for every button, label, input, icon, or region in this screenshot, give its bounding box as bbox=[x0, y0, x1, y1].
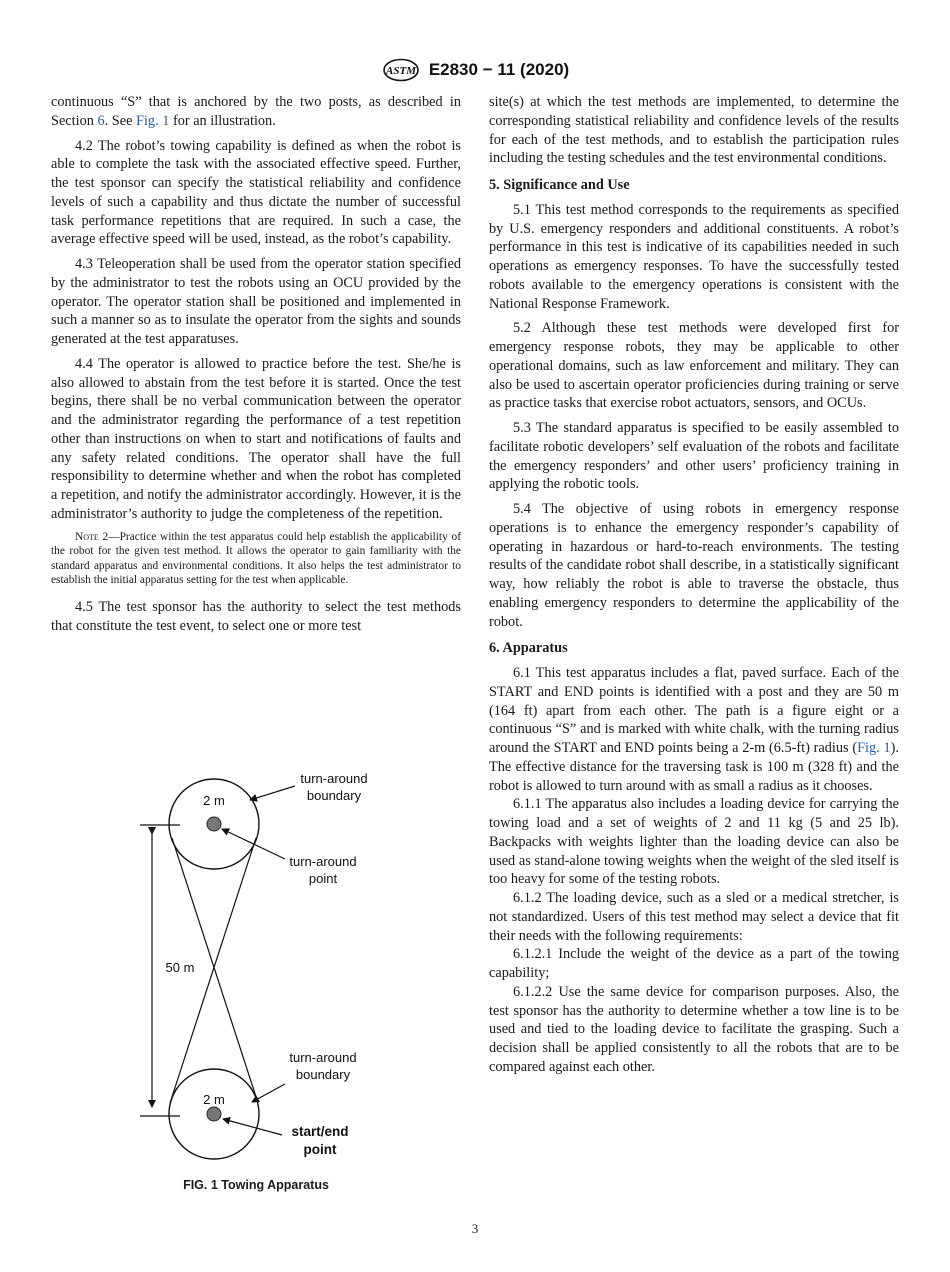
paragraph-5-3: 5.3 The standard apparatus is specified to be easily assembled to facilitate robotic developers’ self evaluation of the robots and facilitate the emergency responders’ and other users’ proficiency training in applying the robotic tools. bbox=[489, 420, 899, 493]
right-column bbox=[489, 93, 899, 1077]
page-number: 3 bbox=[471, 1221, 479, 1236]
label-top-point-2: point bbox=[308, 871, 338, 886]
paragraph-5-4: 5.4 The objective of using robots in emergency response operations is to enhance the emergency responder’s capability of operating in hazardous or hard-to-reach environments. The testing results of the candidate robot shall describe, in a statistically significant way, how reliably the robot is able to traverse the obstacle, thus enabling emergency responders to determine the applicability of the robot. bbox=[489, 501, 899, 630]
section-5-heading: 5. Significance and Use bbox=[489, 177, 630, 193]
label-top-radius: 2 m bbox=[203, 793, 225, 808]
left-column bbox=[51, 93, 461, 641]
paragraph-4-2: 4.2 The robot’s towing capability is defined as when the robot is able to complete the task with the associated effective speed. Further, the test sponsor can specify the statistical reliability and confidence levels of such a capability and thus dictate the number of successful task performance repetitions that are required. In such a case, the average effective speed will be used, instead, as the robot’s capability. bbox=[51, 137, 461, 248]
paragraph-6-1-1: 6.1.1 The apparatus also includes a loading device for carrying the towing load and a set of weights of 2 and 11 kg (5 and 25 lb). Backpacks with weights lighter than the loading device can also be used as stand-alone towing weights when the weight of the sled itself is too heavy for some of the testing robots. bbox=[489, 796, 899, 888]
figure-1 bbox=[120, 762, 440, 1202]
section-6-link[interactable]: 6 bbox=[97, 112, 105, 129]
note-text: —Practice within the test apparatus could help establish the applicability of the robot for the given test method. It allows the operator to gain familiarity with the standard apparatus and environmental conditions. It also helps the test administrator to establish the initial apparatus setting for the test when applicable. bbox=[51, 530, 461, 587]
paragraph-4-4: 4.4 The operator is allowed to practice before the test. She/he is also allowed to abstain from the test before it is started. Once the test begins, there shall be no verbal communication between the operator and the administrator regarding the performance of a test repetition other than instructions on when to start and notifications of faults and any safety related conditions. The operator shall have the full responsibility to determine whether and when the robot has completed a repetition, and notify the administrator accordingly. However, it is the administrator’s authority to judge the completeness of the repetition. bbox=[51, 355, 461, 522]
label-bottom-radius: 2 m bbox=[203, 1092, 225, 1107]
section-6-heading: 6. Apparatus bbox=[489, 640, 568, 657]
label-bottom-boundary-2: boundary bbox=[295, 1067, 351, 1082]
paragraph-4-5: 4.5 The test sponsor has the authority to select the test methods that constitute the test event, to select one or more test bbox=[51, 598, 461, 634]
paragraph-6-1-2: 6.1.2 The loading device, such as a sled or a medical stretcher, is not standardized. Users of this test method may select a device that fit their needs with the following requirements: bbox=[489, 890, 899, 944]
label-top-point-1: turn-around bbox=[289, 854, 357, 869]
fig-1-link[interactable]: Fig. 1 bbox=[136, 112, 170, 129]
label-top-boundary-1: turn-around bbox=[300, 771, 368, 786]
paragraph-4-3: 4.3 Teleoperation shall be used from the operator station specified by the administrator to test the robots using an OCU provided by the operator. The operator station shall be positioned and implemented in such a manner so as to insulate the operator from the sights and sounds generated at the test apparatuses. bbox=[51, 256, 461, 347]
top-post bbox=[207, 817, 221, 831]
label-top-boundary-2: boundary bbox=[306, 788, 362, 803]
paragraph-6-1-2-1: 6.1.2.1 Include the weight of the device as a part of the towing capability; bbox=[489, 946, 899, 981]
note-2 bbox=[51, 530, 461, 588]
logo-text: ASTM bbox=[385, 65, 416, 77]
label-start-2: point bbox=[303, 1142, 337, 1157]
figure-1-caption: FIG. 1 Towing Apparatus bbox=[183, 1178, 329, 1192]
paragraph-5-2: 5.2 Although these test methods were developed first for emergency response robots, they may be applicable to other operational domains, such as law enforcement and military. They can also be used to ascertain operator proficiencies during training or serve as practice tasks that exercise robot actuators, sensors, and OCUs. bbox=[489, 320, 899, 412]
bottom-post bbox=[207, 1107, 221, 1121]
page-header bbox=[0, 58, 950, 82]
label-bottom-boundary-1: turn-around bbox=[289, 1050, 357, 1065]
towing-apparatus-diagram bbox=[120, 762, 440, 1202]
label-start-1: start/end bbox=[291, 1124, 349, 1139]
document-designation: E2830 − 11 (2020) bbox=[428, 60, 570, 79]
astm-logo-icon bbox=[381, 58, 421, 82]
paragraph-continued: continuous “S” that is anchored by the two posts, as described in Section 6. See Fig. 1 for an illustration. bbox=[51, 94, 461, 129]
paragraph-6-1-2-2: 6.1.2.2 Use the same device for comparison purposes. Also, the test sponsor has the authority to determine whether a tow line is to be used and tied to the loading device to facilitate the grasping. Such a decision shall be applied consistently to all the robots that are to be compared against each other. bbox=[489, 983, 899, 1075]
paragraph-5-1: 5.1 This test method corresponds to the requirements as specified by U.S. emergency responders and additional constituents. A robot’s performance in this test is indicative of its capabilities needed in such operations as emergency responses. To have the successfully tested robots available to the emergency operations is consistent with the National Response Framework. bbox=[489, 201, 899, 312]
paragraph-continued-right: site(s) at which the test methods are implemented, to determine the corresponding statistical reliability and confidence levels of the results for each of the test methods, and to establish the participation rules including the testing schedules and the test environmental conditions. bbox=[489, 94, 899, 167]
paragraph-6-1: 6.1 This test apparatus includes a flat, paved surface. Each of the START and END points is identified with a post and they are 50 m (164 ft) apart from each other. The path is a figure eight or a continuous “S” and is marked with white chalk, with the turning radius around the START and END points being a 2-m (6.5-ft) radius (Fig. 1). The effective distance for the traversing task is 100 m (328 ft) and the robot is allowed to turn around with as small a radius as it chooses. bbox=[489, 665, 899, 794]
note-label: Note 2 bbox=[75, 530, 109, 543]
fig-1-link-2[interactable]: Fig. 1 bbox=[857, 740, 891, 756]
label-distance: 50 m bbox=[165, 960, 195, 975]
